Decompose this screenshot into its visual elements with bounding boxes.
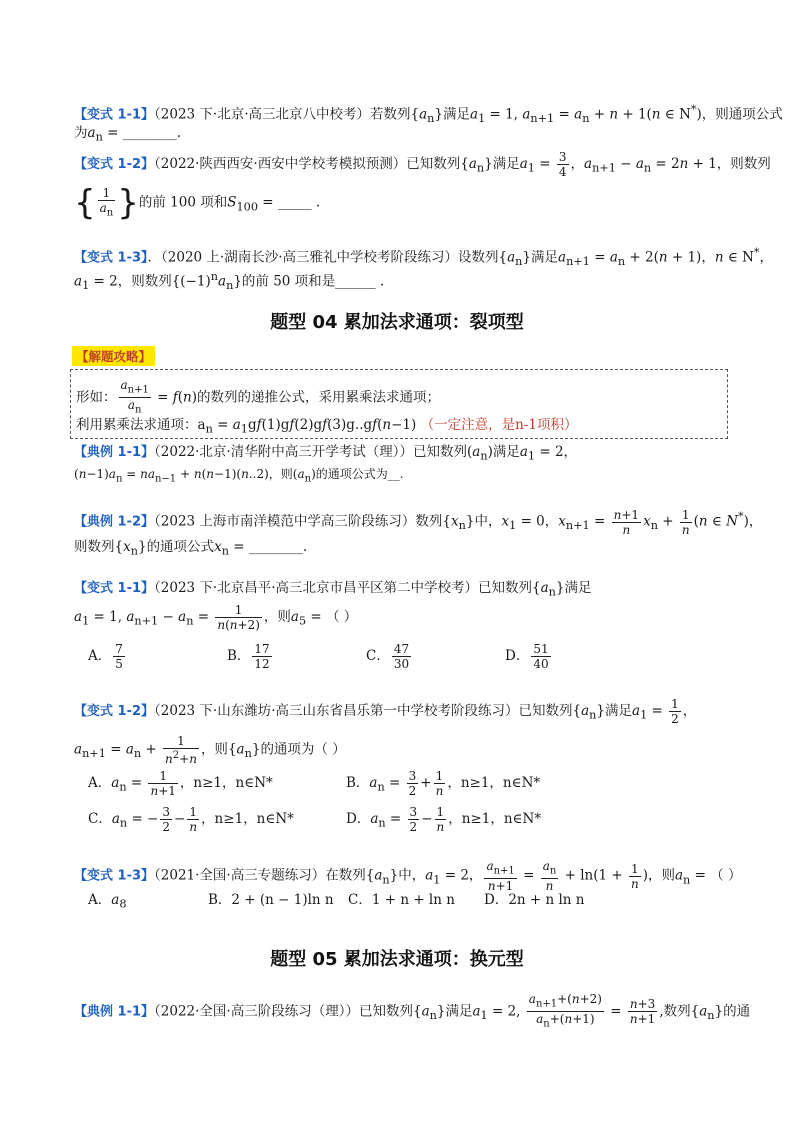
strategy-line-2: 利用累乘法求通项：$a_n = a_1gf(1)gf(2)gf(3)g..gf(n-1)$ （一定注意，是n-1项积） <box>76 417 578 436</box>
option-a[interactable]: A．$a_n$ = $\frac{1}{n+1}$ ，n≥1，n∈N* <box>88 769 273 798</box>
option-b[interactable]: B．2 + (n − 1)ln n <box>208 892 334 908</box>
option-c[interactable]: C． $\frac{47}{30}$ <box>366 642 410 671</box>
example-1-1-line2: $(n-1)a_n = na_{n-1} + n(n-1)(n..2)$，则$(a_n)$的通项公式为__. <box>74 467 404 485</box>
option-d[interactable]: D．2n + n ln n <box>484 892 585 908</box>
variant-1-2: 【变式 1-2】（2022·陕西西安·西安中学校考模拟预测）已知数列$\{a_n\}$满足$a_1$ = $\frac{3}{4}$ ，$a_{n+1} - a_n = 2n + 1$，则数列 <box>74 150 771 179</box>
question-1-1-options <box>88 642 553 671</box>
option-b[interactable]: B． $\frac{17}{12}$ <box>227 642 270 671</box>
question-1-3-options <box>88 889 585 916</box>
option-c[interactable]: C．$a_n$ = − $\frac{3}{2}$ − $\frac{1}{n}$ ，n≥1，n∈N* <box>88 805 294 834</box>
variant-1-3: 【变式 1-3】．（2020 上·湖南长沙·高三雅礼中学校考阶段练习）设数列$\{a_n\}$满足$a_{n+1} = a_n + 2(n + 1)$，n ∈ N*， <box>74 246 774 269</box>
question-1-1: 【变式 1-1】（2023 下·北京昌平·高三北京市昌平区第二中学校考）已知数列$\{a_n\}$满足 <box>74 580 592 599</box>
option-d[interactable]: D． $\frac{51}{40}$ <box>505 642 549 671</box>
question-1-2-options-cd <box>88 805 541 835</box>
strategy-label: 【解题攻略】 <box>72 346 155 366</box>
example-1-2-line2: 则数列$\{x_n\}$的通项公式$x_n$ = ________. <box>74 539 308 558</box>
question-1-2-line2: $a_{n+1} = a_n$ + $\frac{1}{n^2+n}$ ，则$\{a_n\}$的通项为（ ） <box>74 734 346 766</box>
variant-1-3-line2: $a_1 = 2$，则数列$\{(-1)^na_n\}$的前 50 项和是______ . <box>74 270 385 293</box>
variant-1-1-line2: 为$a_n$ = ________. <box>74 125 181 144</box>
variant-1-1: 【变式 1-1】（2023 下·北京·高三北京八中校考）若数列$\{a_n\}$满足$a_1 = 1$, $a_{n+1} = a_n + n + 1(n$ ∈ N*)，则通项公式 <box>74 103 783 126</box>
question-1-2: 【变式 1-2】（2023 下·山东潍坊·高三山东省昌乐第一中学校考阶段练习）已知数列$\{a_n\}$满足$a_1$ = $\frac{1}{2}$ ， <box>74 697 697 726</box>
option-a[interactable]: A． $\frac{7}{5}$ <box>88 642 123 671</box>
example-1-2: 【典例 1-2】（2023 上海市南洋模范中学高三阶段练习）数列$\{x_n\}$中，$x_1 = 0$，$x_{n+1}$ = $\frac{n+1}{n}$ $x_n$ + $\frac{1}{n}$ (n ∈ N*)， <box>74 507 763 537</box>
section-title-04: 题型 04 累加法求通项：裂项型 <box>270 312 524 333</box>
option-a[interactable]: A．$a_8$ <box>88 892 127 911</box>
question-1-2-options-ab <box>88 769 540 799</box>
option-b[interactable]: B．$a_n$ = $\frac{3}{2}$ + $\frac{1}{n}$ ，n≥1，n∈N* <box>346 769 541 798</box>
option-d[interactable]: D．$a_n$ = $\frac{3}{2}$ − $\frac{1}{n}$ ，n≥1，n∈N* <box>346 805 542 834</box>
example-05-1-1: 【典例 1-1】（2022·全国·高三阶段练习（理））已知数列$\{a_n\}$满足$a_1 = 2$, $\frac{a_{n+1}+(n+2)}{a_n+(n+1)}$ = $\frac{n+3}{n+1}$ ,数列$\{a_n\}$的通 <box>74 992 751 1030</box>
strategy-line-1: 形如： $\frac{a_{n+1}}{a_n}$ = f(n)的数列的递推公式，采用累乘法求通项； <box>76 378 441 416</box>
example-1-1: 【典例 1-1】（2022·北京·清华附中高三开学考试（理））已知数列$(a_n)$满足$a_1 = 2$， <box>74 444 578 463</box>
question-1-1-line2: $a_1 = 1$, $a_{n+1} - a_n$ = $\frac{1}{n(n+2)}$ ，则$a_5$ = （ ） <box>74 603 358 632</box>
section-title-05: 题型 05 累加法求通项：换元型 <box>270 949 524 970</box>
question-1-3: 【变式 1-3】（2021·全国·高三专题练习）在数列$\{a_n\}$中，$a_1 = 2$， $\frac{a_{n+1}}{n+1}$ = $\frac{a_n}{n}$ + ln(1 + $\frac{1}{n}$ )，则$a_n$ = （ ） <box>74 859 742 894</box>
variant-1-2-line2: { $\frac{1}{a_n}$ }的前 100 项和$S_{100}$ = _____ . <box>74 183 321 224</box>
option-c[interactable]: C．1 + n + ln n <box>348 892 455 908</box>
